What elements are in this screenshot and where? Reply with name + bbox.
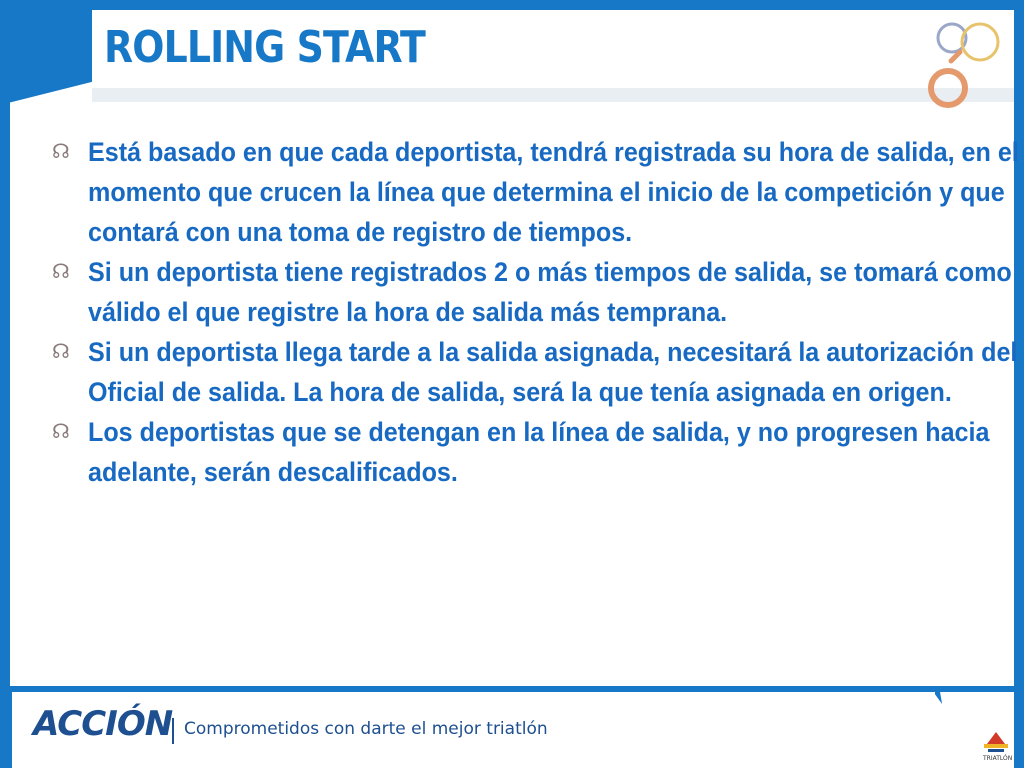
bullet-text: Si un deportista llega tarde a la salida asignada, necesitará la autorización del Oficial de salida. La hora de salida, será la que tenía asignada en origen.	[88, 337, 1018, 407]
brand-tagline: Comprometidos con darte el mejor triatlón	[184, 719, 548, 739]
bullet-text: Está basado en que cada deportista, tendrá registrada su hora de salida, en el momento que crucen la línea que determina el inicio de la competición y que contará con una toma de registro de tiempos.	[88, 137, 1019, 247]
triathlon-rings-logo-icon	[918, 16, 1008, 116]
slide-title: ROLLING START	[104, 22, 425, 73]
list-item	[52, 332, 1018, 412]
ribbon-bullet-icon: ☊	[52, 419, 70, 443]
bullet-text: Si un deportista tiene registrados 2 o más tiempos de salida, se tomará como válido el que registre la hora de salida más temprana.	[88, 257, 1012, 327]
bullet-list	[52, 132, 1019, 492]
brand-separator	[172, 718, 174, 744]
footer-divider	[12, 686, 1024, 692]
federation-label: TRIATLÓN	[983, 755, 1013, 762]
footer-left-bar	[0, 686, 12, 768]
ribbon-bullet-icon: ☊	[52, 139, 70, 163]
list-item	[52, 412, 990, 492]
ribbon-bullet-icon: ☊	[52, 259, 70, 283]
top-frame-bar	[0, 0, 1024, 10]
title-underline-band	[92, 88, 1014, 102]
list-item	[52, 252, 1012, 332]
bullet-text: Los deportistas que se detengan en la línea de salida, y no progresen hacia adelante, serán descalificados.	[88, 417, 990, 487]
left-frame-bar	[0, 0, 10, 768]
list-item	[52, 132, 1019, 252]
ribbon-bullet-icon: ☊	[52, 339, 70, 363]
brand-logo: ACCIÓN	[33, 704, 173, 744]
corner-decoration	[0, 0, 92, 105]
